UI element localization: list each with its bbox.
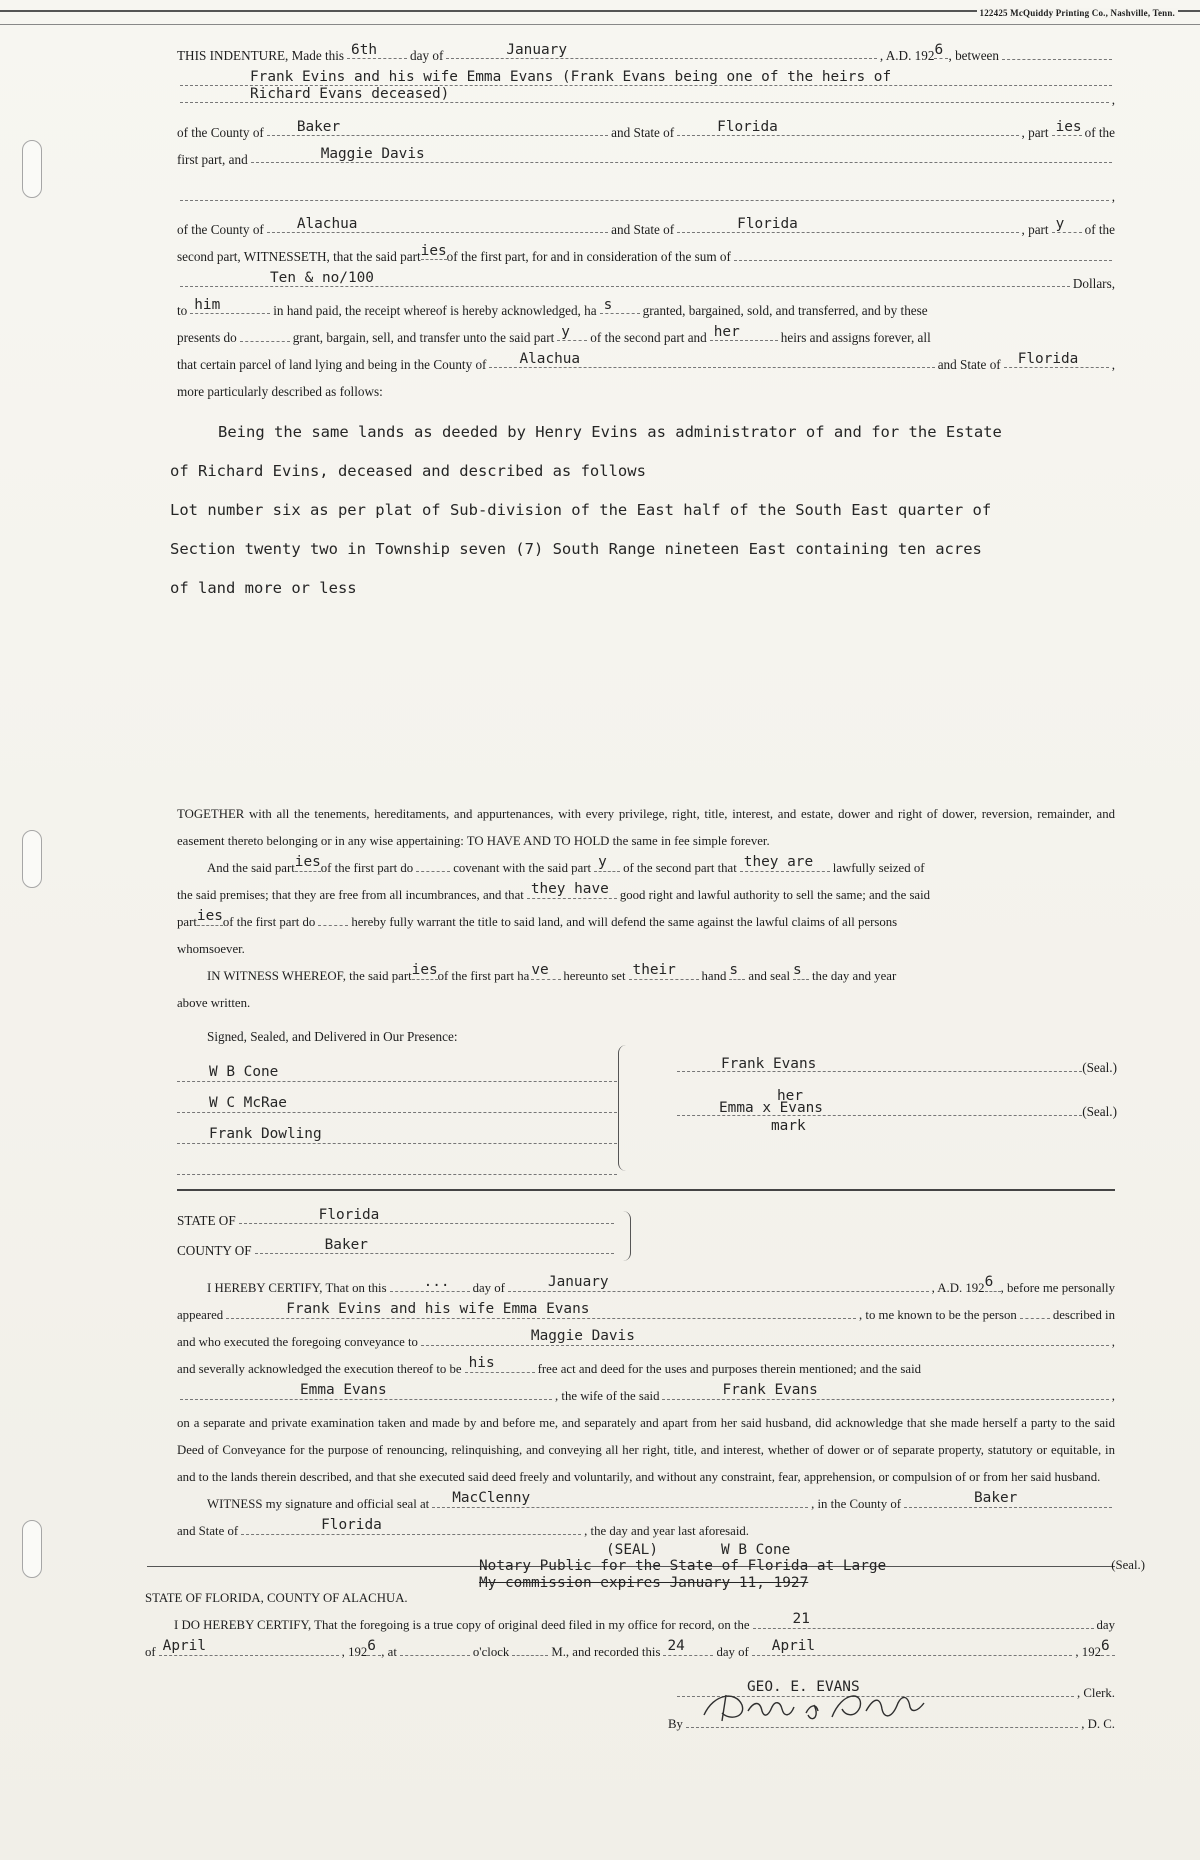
covenant-line-3: part ies of the first part do hereby fully warrant the title to said land, and will defend the same against the lawful claims of all persons [177,908,898,929]
together-clause: TOGETHER with all the tenements, hereditaments, and appurtenances, with every privilege, right, title, interest, and estate, dower and right of dower, reversion, remainder, and easement thereto belonging or in any wise appertaining: TO HAVE AND TO HOLD the same in fee simple forever. [177,807,1115,848]
covenant-line-1: And the said part ies of the first part do covenant with the said part y of the second part that they are lawfully seized of [207,854,925,875]
consideration-sum: Ten & no/100 [270,270,374,286]
signer-line: Frank Evans (Seal.) [677,1051,1117,1095]
ack-month: January [547,1274,609,1290]
consideration-line: second part, WITNESSETH, that the said part ies of the first part, for and in consideration of the sum of [177,243,1115,270]
witness-list [177,1023,617,1175]
receipt-line: to him in hand paid, the receipt whereof is hereby acknowledged, ha s granted, bargained, sold, and transferred, and by these [177,297,928,318]
deed-day: 6th [351,42,378,58]
land-description: Being the same lands as deeded by Henry Evins as administrator of and for the Estate of Richard Evins, deceased and described as follows Lot number six as per plat of Sub-division of the East half of the South East quarter of Section twenty two in Township seven (7) South Range nineteen East containing ten acres of land more or less [170,423,1002,597]
ack-state: Florida [318,1207,380,1223]
ack-county-2: Baker [974,1490,1018,1506]
grantor-line-2: Richard Evans deceased) , [177,86,1115,113]
signer-name: Frank Evans [721,1056,817,1072]
parcel-county: Alachua [519,351,581,367]
witness-line [177,1144,617,1175]
ack-persons: Frank Evins and his wife Emma Evans [286,1301,590,1317]
binder-hole [22,140,42,198]
notary-commission: My commission expires January 11, 1927 [479,1575,809,1591]
blank-line: , [177,183,1115,210]
signer-line: Emma x Evans (Seal.) [677,1095,1117,1139]
signature-block [177,1023,1115,1183]
particularly-line: more particularly described as follows: [177,384,383,399]
deed-year: 6 [934,42,944,58]
recording-rec-day: 24 [667,1638,685,1654]
grantee-name: Maggie Davis [320,146,425,162]
acknowledgment: I HEREBY CERTIFY, That on this ... day of January , A.D. 192 6 , before me personally appeared Frank Evins and his wife Emma Evans , to me known to be the person described in and who executed the foregoing conveyance to Maggie Davis , and severally acknowledged the execution thereof to be his free act and deed for the uses and purposes therein mentioned; and the said Emma Evans , the wife of the said Frank Evans , on a separate and private examination taken and made by and before me, and separately and apart from her said husband, did acknowledge that she made herself a party to the said Deed of Conveyance for the purpose of renouncing, relinquishing, and conveying all her right, title, and interest, whether of dower or of separate property, statutory or equitable, in and to the lands therein described, and that she executed said deed freely and voluntarily, and without any constraint, fear, apprehension, or compulsion of or from her said husband. WITNESS my signature and official seal at MacClenny , in the County of Baker and State of Florida , the day and year last aforesaid. (SEAL) W B Cone Notary Public for the State of Florida at Large (Seal.) My commission expires January 11, 1927 [177,1275,1115,1585]
covenants [177,801,1115,1017]
binder-hole [22,830,42,888]
clerk-name: GEO. E. EVANS [747,1679,860,1695]
sum-line: Ten & no/100 Dollars, [177,270,1115,297]
deed-month: January [506,42,568,58]
witness-clause-end: above written. [177,996,251,1010]
printer-imprint: 122425 McQuiddy Printing Co., Nashville, Tenn. [977,8,1178,18]
recording-certificate: STATE OF FLORIDA, COUNTY OF ALACHUA. I DO HEREBY CERTIFY, That the foregoing is a true copy of original deed filed in my office for record, on the 21 day of April , 192 6 , at o'clock M., and recorded this 24 day of April , 192 6 GEO. E. EVANS , Clerk. By , D. C. [174,1585,1115,1738]
parcel-line: that certain parcel of land lying and being in the County of Alachua and State of Florida , [177,351,1115,372]
recording-heading: STATE OF FLORIDA, COUNTY OF ALACHUA. [145,1591,408,1605]
grantee-state: Florida [737,216,798,232]
venue-bracket [622,1211,631,1261]
grantee-county: Alachua [296,216,358,232]
indenture-line: THIS INDENTURE, Made this 6th day of January , A.D. 192 6 , between [177,42,1115,69]
witness-line: W C McRae [177,1082,617,1113]
deputy-clerk-signature [696,1687,956,1727]
binder-hole [22,1520,42,1578]
grantor-signatures: Frank Evans (Seal.) her Emma x Evans (Seal.) mark [677,1051,1117,1139]
grantor-state: Florida [717,119,778,135]
venue-block: STATE OF Florida COUNTY OF Baker [177,1207,1115,1269]
separate-examination-text: on a separate and private examination taken and made by and before me, and separately and apart from her said husband, did acknowledge that she made herself a party to the said Deed of Conveyance for the purpose of renouncing, relinquishing, and conveying all her right, title, and interest, whether of dower or of separate property, statutory or equitable, in and to the lands therein described, and that she executed said deed freely and voluntarily, and without any constraint, fear, apprehension, or compulsion of or from her said husband. [177,1416,1115,1484]
grantor-county: Baker [296,119,341,135]
grantee-county-line: of the County of Alachua and State of Florida , part y of the [177,216,1116,237]
witness-line: W B Cone [177,1051,617,1082]
presence-heading: Signed, Sealed, and Delivered in Our Presence: [207,1029,458,1044]
ack-husband: Frank Evans [722,1382,818,1398]
ack-grantee: Maggie Davis [530,1328,635,1344]
signer-name: Emma x Evans [719,1100,823,1116]
parcel-state: Florida [1017,351,1079,367]
ack-place: MacClenny [452,1490,531,1506]
witness-clause: IN WITNESS WHEREOF, the said part ies of the first part ha ve hereunto set their hand s and seal s the day and year [207,962,897,983]
recording-month: April [162,1638,206,1654]
ack-wife: Emma Evans [300,1382,387,1398]
grantee-line: first part, and Maggie Davis [177,146,1115,173]
grantor-line [177,69,1115,86]
recording-rec-month: April [771,1638,816,1654]
witness-line: Frank Dowling [177,1113,617,1144]
signature-brace [618,1045,631,1171]
covenant-line-2: the said premises; that they are free from all incumbrances, and that they have good right and lawful authority to sell the same; and the said [177,881,931,902]
section-divider [177,1189,1115,1191]
notary-seal-mark: (SEAL) [606,1542,658,1558]
covenant-line-4: whomsoever. [177,942,245,956]
grantor-county-line: of the County of Baker and State of Florida , part ies of the [177,119,1116,140]
notary-name: W B Cone [721,1542,791,1558]
deed-body [145,42,1145,1738]
grantor-names-cont: Richard Evans deceased) [250,86,450,102]
notary-title: Notary Public for the State of Florida at Large [479,1558,887,1574]
grantor-names: Frank Evins and his wife Emma Evans (Frank Evans being one of the heirs of [250,69,892,85]
ack-county: Baker [324,1237,368,1253]
ack-state-2: Florida [321,1517,382,1533]
notary-block: (SEAL) W B Cone Notary Public for the State of Florida at Large (Seal.) My commission expires January 11, 1927 [147,1545,1115,1585]
presents-line: presents do grant, bargain, sell, and transfer unto the said part y of the second part and her heirs and assigns forever, all [177,324,931,345]
recording-day: 21 [792,1611,810,1627]
